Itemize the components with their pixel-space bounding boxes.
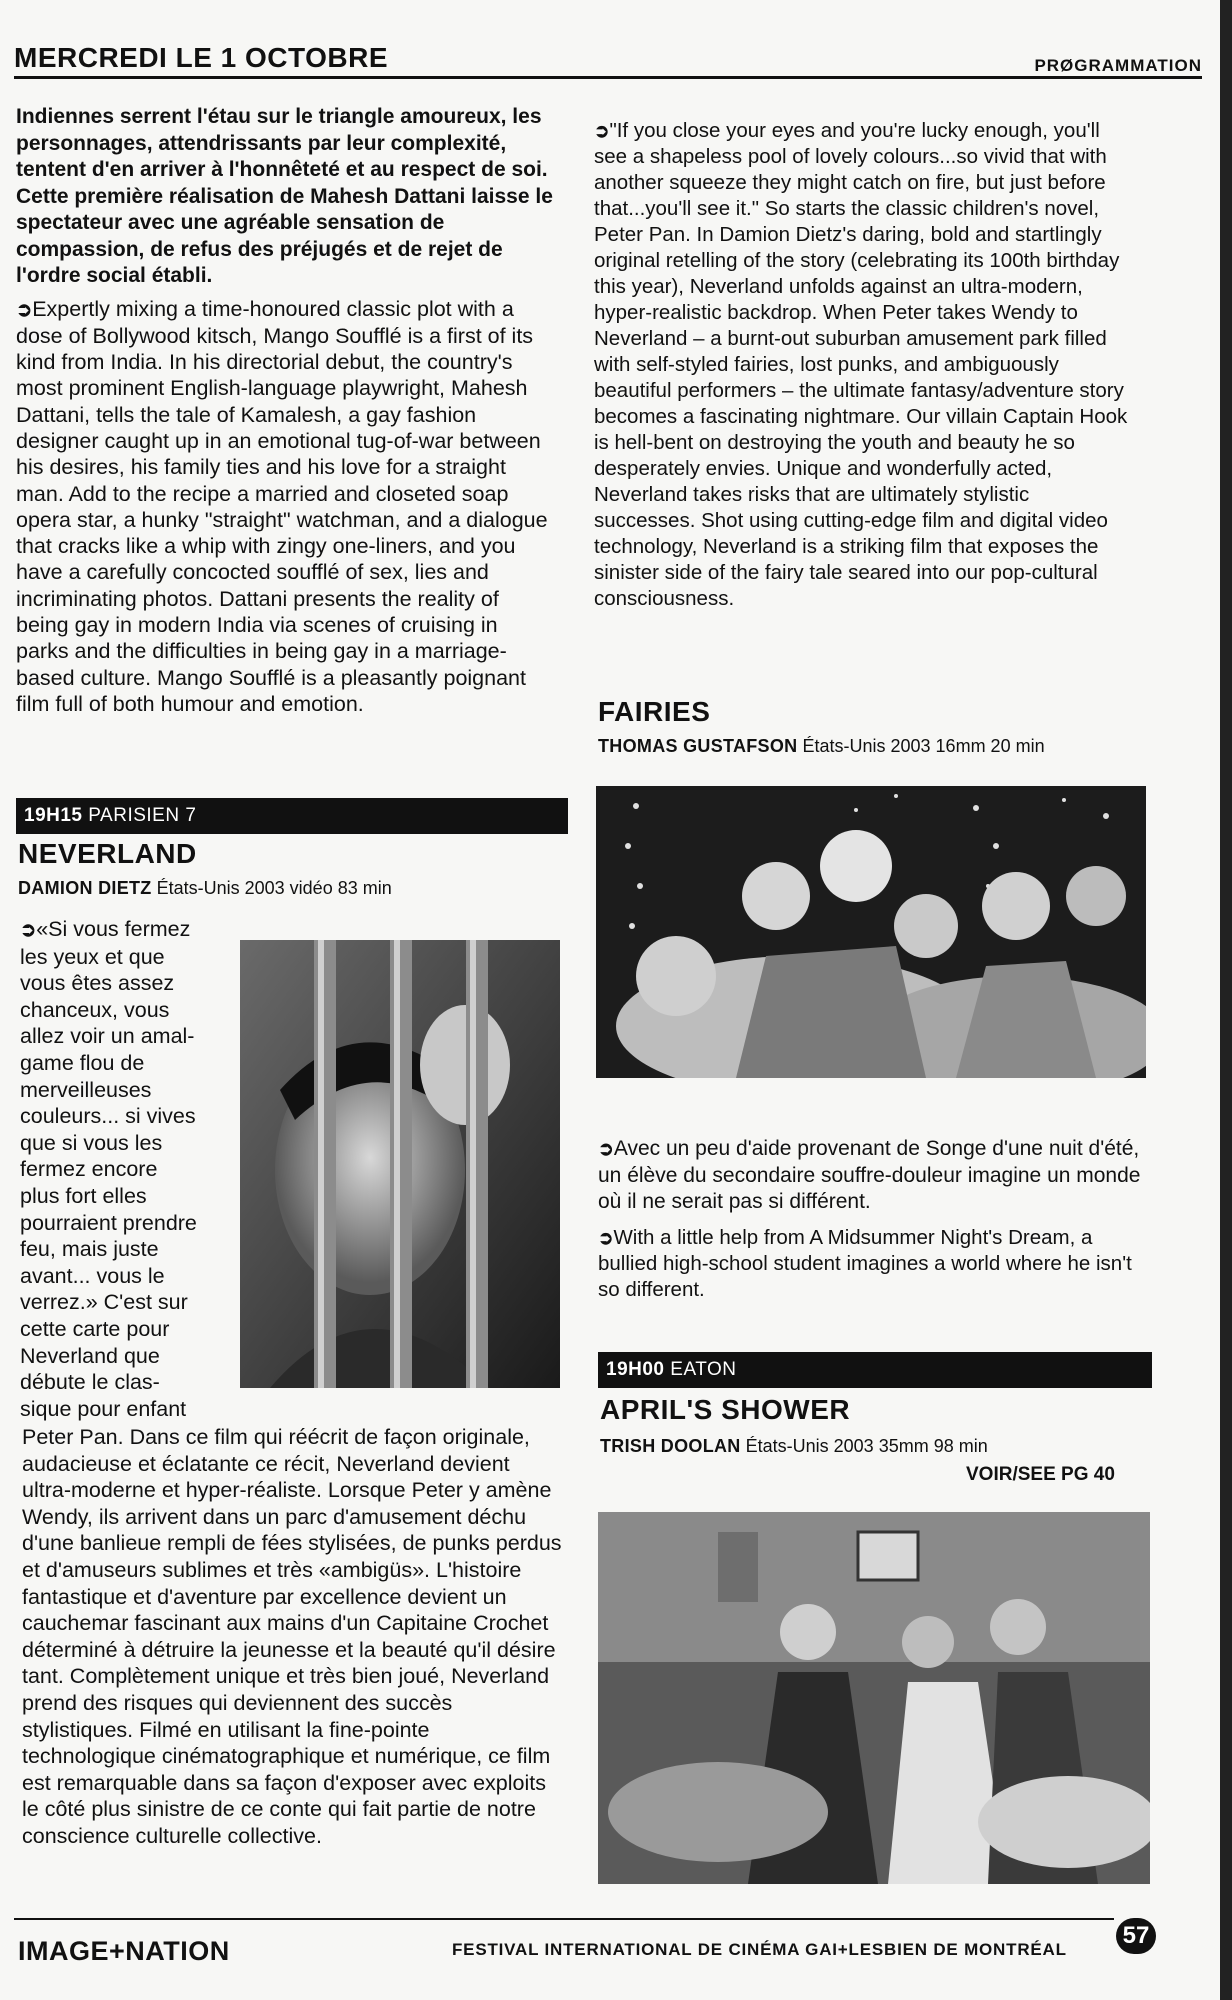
neverland-french-line: Neverland que	[20, 1343, 160, 1368]
neverland-french-lines	[20, 916, 240, 1422]
screening-venue: EATON	[670, 1359, 737, 1380]
neverland-french-rest	[22, 1424, 562, 1850]
fairies-title: FAIRIES	[598, 696, 711, 727]
fairies-photo	[596, 786, 1146, 1078]
header-date: MERCREDI LE 1 OCTOBRE	[14, 42, 389, 73]
page-edge	[1220, 0, 1232, 2000]
page-number: 57	[1116, 1918, 1156, 1954]
neverland-title: NEVERLAND	[18, 838, 197, 869]
footer-festival-name: FESTIVAL INTERNATIONAL DE CINÉMA GAI+LESBIEN DE MONTRÉAL	[452, 1940, 1067, 1959]
page-header	[14, 36, 1202, 79]
mango-souffle-text	[16, 104, 556, 717]
neverland-french-line: que si vous les	[20, 1130, 163, 1155]
footer-brand: IMAGE+NATION	[18, 1936, 230, 1966]
prisoner-behind-bars-image	[240, 940, 560, 1388]
neverland-french-line: allez voir un amal-	[20, 1024, 195, 1049]
arrow-icon: ➲	[598, 1227, 614, 1248]
fairies-group-image	[596, 786, 1146, 1078]
neverland-screening-bar	[16, 798, 568, 834]
aprils-credit	[600, 1436, 988, 1457]
director-name: DAMION DIETZ	[18, 878, 152, 898]
neverland-french-line: ➲«Si vous fermez	[20, 917, 191, 941]
neverland-french-line: débute le clas-	[20, 1370, 160, 1395]
film-details: États-Unis 2003 vidéo 83 min	[156, 878, 392, 898]
neverland-french-line: couleurs... si vives	[20, 1104, 196, 1129]
neverland-credit	[18, 878, 392, 899]
neverland-french-line: verrez.» C'est sur	[20, 1290, 188, 1315]
fairies-french-paragraph: ➲Avec un peu d'aide provenant de Songe d'une nuit d'été, un élève du secondaire souffre-douleur imagine un monde où il ne serait pas si différent.	[598, 1137, 1141, 1213]
screening-time: 19H00	[606, 1359, 665, 1380]
arrow-icon: ➲	[594, 120, 610, 141]
aprils-shower-photo	[598, 1512, 1150, 1884]
neverland-french-line: chanceux, vous	[20, 997, 170, 1022]
neverland-french-line: avant... vous le	[20, 1263, 165, 1288]
neverland-photo	[240, 940, 560, 1388]
neverland-french-narrow	[20, 916, 240, 1422]
see-page-reference: VOIR/SEE PG 40	[966, 1464, 1115, 1485]
director-name: THOMAS GUSTAFSON	[598, 736, 798, 756]
arrow-icon: ➲	[16, 298, 33, 321]
neverland-french-line: fermez encore	[20, 1157, 158, 1182]
fairies-english-paragraph: ➲With a little help from A Midsummer Night's Dream, a bullied high-school student imagines a world where he isn't so different.	[598, 1226, 1132, 1301]
neverland-french-line: vous êtes assez	[20, 971, 175, 996]
film-details: États-Unis 2003 35mm 98 min	[745, 1436, 988, 1456]
mango-english-paragraph: ➲Expertly mixing a time-honoured classic plot with a dose of Bollywood kitsch, Mango Soufflé is a first of its kind from India. In his directorial debut, the country's most prominent English-language playwright, Mahesh Dattani, tells the tale of Kamalesh, a gay fashion designer caught up in an emotional tug-of-war between his desires, his family ties and his love for a straight man. Add to the recipe a married and closeted soap opera star, a hunky "straight" watchman, and a dialogue that cracks like a whip with zingy one-liners, and you have a carefully concocted soufflé of sex, lies and incriminating photos. Dattani presents the reality of being gay in modern India via scenes of cruising in parks and the difficulties in being gay in a marriage-based culture. Mango Soufflé is a pleasantly poignant film full of both humour and emotion.	[16, 296, 548, 716]
fairies-text	[598, 1136, 1144, 1303]
fairies-credit	[598, 736, 1045, 757]
wedding-scene-image	[598, 1512, 1150, 1884]
neverland-french-line: game flou de	[20, 1050, 145, 1075]
neverland-french-line: les yeux et que	[20, 944, 165, 969]
screening-venue: PARISIEN 7	[88, 805, 197, 826]
neverland-english-text	[594, 118, 1134, 612]
neverland-french-paragraph: Peter Pan. Dans ce film qui réécrit de façon originale, audacieuse et éclatante ce récit, Neverland devient ultra-moderne et hyper-réaliste. Lorsque Peter y amène Wendy, ils arrivent dans un parc d'amusement déchu d'une banlieue rempli de fées stylisées, de punks perdus et d'amuseurs sublimes et très «ambigüs». L'histoire fantastique et d'aventure par excellence devient un cauchemar fascinant aux mains d'un Capitaine Crochet déterminé à détruire la jeunesse et la beauté qu'il désire tant. Complètement unique et très bien joué, Neverland prend des risques qui deviennent des succès stylistiques. Filmé en utilisant la fine-pointe technologique cinématographique et numérique, ce film est remarquable dans sa façon d'exposer avec exploits le côté plus sinistre de ce conte qui fait partie de notre conscience culturelle collective.	[22, 1425, 562, 1848]
arrow-icon: ➲	[598, 1139, 614, 1160]
screening-time: 19H15	[24, 805, 83, 826]
arrow-icon: ➲	[20, 919, 37, 941]
film-details: États-Unis 2003 16mm 20 min	[802, 736, 1045, 756]
neverland-french-line: sique pour enfant	[20, 1396, 187, 1421]
footer-rule	[14, 1918, 1114, 1920]
director-name: TRISH DOOLAN	[600, 1436, 741, 1456]
header-section: PRØGRAMMATION	[1034, 56, 1202, 75]
neverland-french-line: merveilleuses	[20, 1077, 152, 1102]
mango-french-paragraph: Indiennes serrent l'étau sur le triangle amoureux, les personnages, attendrissants par leur complexité, tentent d'en arriver à l'honnêteté et au respect de soi. Cette première réalisation de Mahesh Dattani laisse le spectateur avec une agréable sensation de compassion, de refus des préjugés et de rejet de l'ordre social établi.	[16, 105, 553, 287]
neverland-french-line: pourraient prendre	[20, 1210, 197, 1235]
neverland-french-line: cette carte pour	[20, 1316, 170, 1341]
neverland-french-line: plus fort elles	[20, 1183, 147, 1208]
aprils-shower-title: APRIL'S SHOWER	[600, 1394, 851, 1425]
neverland-french-line: feu, mais juste	[20, 1237, 159, 1262]
neverland-english-paragraph: ➲"If you close your eyes and you're lucky enough, you'll see a shapeless pool of lovely colours...so vivid that with another squeeze they might catch on fire, but just before that...you'll see it." So starts the classic children's novel, Peter Pan. In Damion Dietz's daring, bold and startlingly original retelling of the story (celebrating its 100th birthday this year), Neverland unfolds against an ultra-modern, hyper-realistic backdrop. When Peter takes Wendy to Neverland – a burnt-out suburban amusement park filled with self-styled fairies, lost punks, and ambiguously beautiful performers – the ultimate fantasy/adventure story becomes a fascinating nightmare. Our villain Captain Hook is hell-bent on destroying the youth and beauty he so desperately envies. Unique and wonderfully acted, Neverland takes risks that are ultimately stylistic successes. Shot using cutting-edge film and digital video technology, Neverland is a striking film that exposes the sinister side of the fairy tale seared into our pop-cultural consciousness.	[594, 119, 1128, 610]
aprils-screening-bar	[598, 1352, 1152, 1388]
